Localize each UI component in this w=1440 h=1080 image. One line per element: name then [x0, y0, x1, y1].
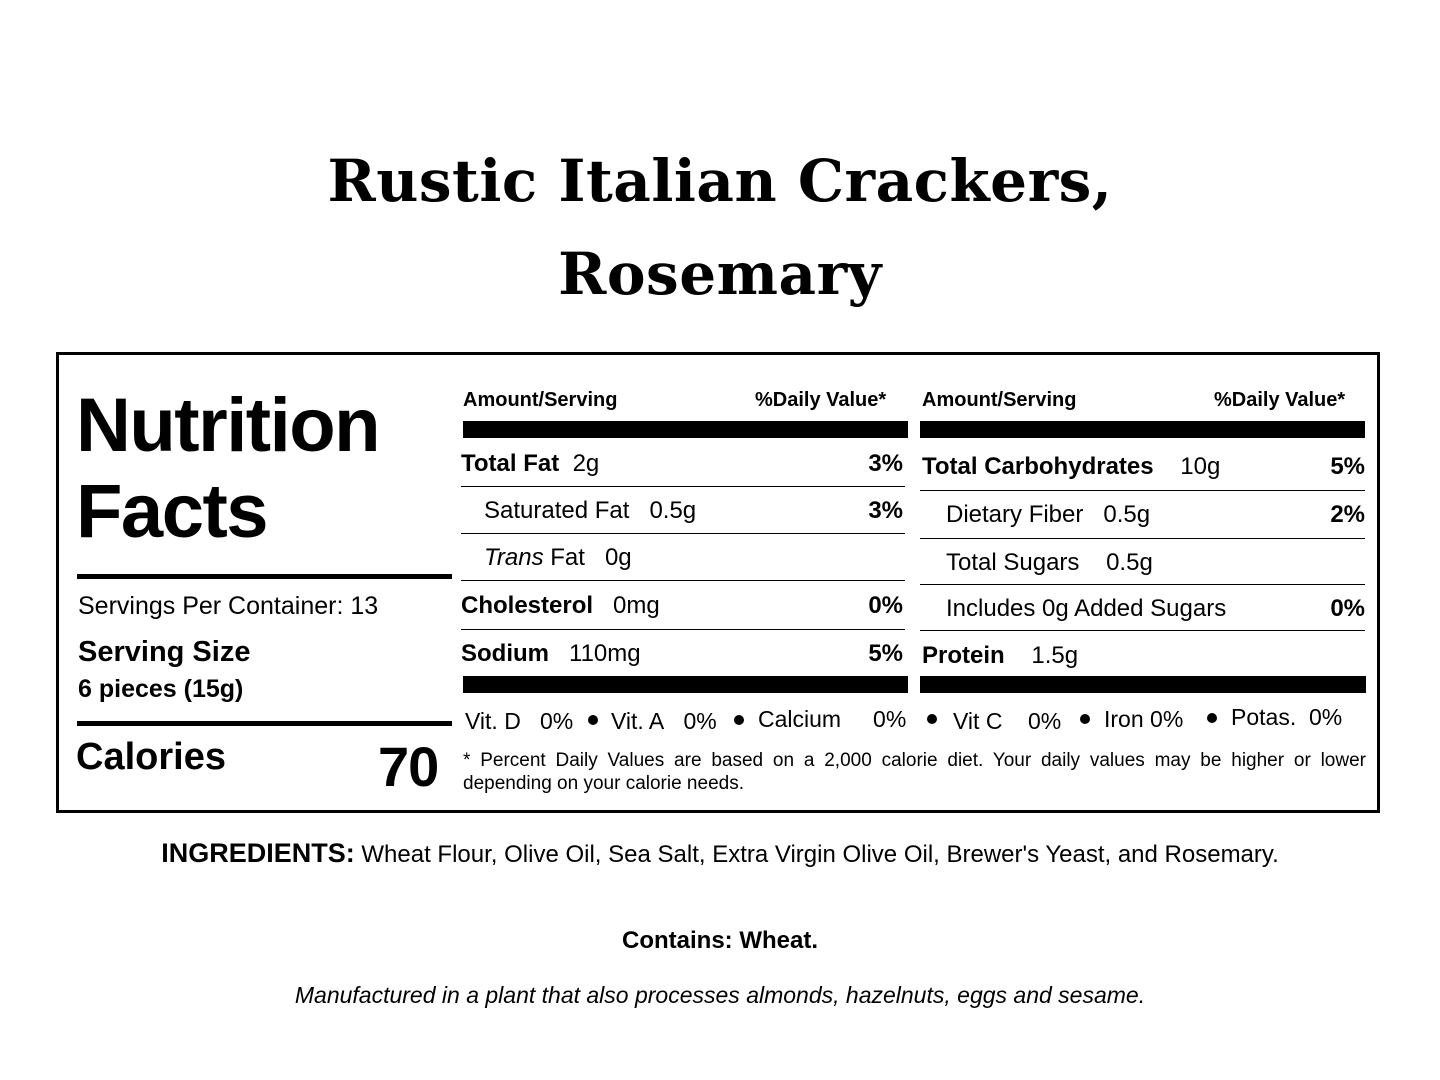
nutrient-amount: 0g: [604, 544, 632, 571]
bullet-dot: [927, 714, 937, 724]
nutrient-amount: 2g: [572, 450, 600, 477]
calories-value: 70: [378, 735, 439, 798]
nutrient-row-trans-fat: [484, 544, 632, 572]
vitamin-dv: 0%: [1309, 704, 1343, 730]
nutrient-name: Cholesterol: [461, 592, 594, 619]
nutrient-dv: 0%: [1330, 595, 1365, 622]
vitamin-name: Iron: [1104, 706, 1144, 732]
col-dv-header: %Daily Value*: [755, 389, 887, 411]
mineral-iron: [1104, 706, 1183, 733]
nutrient-row-sodium: [461, 640, 641, 668]
bullet-dot: [588, 715, 598, 725]
nutrient-row-saturated-fat: [484, 497, 696, 525]
manufacturing-note: Manufactured in a plant that also processes almonds, hazelnuts, eggs and sesame.: [294, 982, 1146, 1008]
calories-label: Calories: [76, 736, 226, 778]
bullet-dot: [1207, 713, 1217, 723]
nutrient-name: Dietary Fiber: [946, 501, 1084, 528]
nutrition-facts-heading: [76, 383, 379, 555]
divider-heavy: [920, 676, 1366, 693]
nutrient-dv: 0%: [868, 592, 903, 619]
vitamin-name: Vit C: [953, 708, 1003, 734]
nutrient-row-dietary-fiber: [946, 501, 1150, 529]
divider: [920, 490, 1365, 491]
vitamin-a: [611, 708, 717, 735]
divider-heavy: [463, 676, 908, 693]
divider: [461, 486, 905, 487]
servings-per-container: Servings Per Container: 13: [78, 592, 379, 620]
nutrient-name: Protein: [922, 642, 1005, 669]
nutrient-amount: 0.5g: [1103, 501, 1151, 528]
daily-value-footnote: * Percent Daily Values are based on a 2,000 calorie diet. Your daily values may be higher or lower depending on your calorie needs.: [463, 750, 1366, 794]
vitamin-name: Vit. D: [465, 708, 521, 734]
nutrient-row-total-carbohydrates: [922, 453, 1220, 481]
nutrient-dv: 5%: [1330, 453, 1365, 480]
divider: [920, 584, 1365, 585]
ingredients-line: [0, 838, 1440, 869]
divider-heavy: [77, 574, 452, 579]
nutrient-name: Total Fat: [461, 450, 560, 477]
vitamin-dv: 0%: [540, 708, 574, 734]
vitamin-calcium: [758, 706, 906, 733]
bullet-dot: [734, 715, 744, 725]
divider: [920, 630, 1365, 631]
nutrient-amount: 0.5g: [649, 497, 697, 524]
divider: [461, 629, 905, 630]
nutrient-row-total-sugars: [946, 549, 1153, 577]
nutrient-dv: 2%: [1330, 501, 1365, 528]
nutrient-amount: 1.5g: [1031, 642, 1079, 669]
product-title-line-1: Rustic Italian Crackers,: [327, 147, 1113, 215]
nutrient-dv: 3%: [868, 497, 903, 524]
vitamin-name: Calcium: [758, 706, 842, 732]
divider: [920, 538, 1365, 539]
ingredients-text: Wheat Flour, Olive Oil, Sea Salt, Extra Virgin Olive Oil, Brewer's Yeast, and Rosemary.: [361, 841, 1279, 868]
mineral-potassium: [1231, 704, 1342, 731]
nutrient-row-protein: [922, 642, 1078, 670]
vitamin-c: [953, 708, 1061, 735]
product-title-line-2: Rosemary: [558, 240, 882, 308]
nutrient-dv: 5%: [868, 640, 903, 667]
divider-heavy: [463, 421, 908, 438]
col-dv-header: %Daily Value*: [1214, 389, 1346, 411]
nutrient-row-cholesterol: [461, 592, 660, 620]
nutrient-amount: 0mg: [613, 592, 660, 619]
allergen-contains: Contains: Wheat.: [622, 927, 818, 954]
nutrient-row-added-sugars: [946, 595, 1226, 623]
nutrient-name: Total Carbohydrates: [922, 453, 1154, 480]
ingredients-label: INGREDIENTS:: [161, 838, 355, 868]
divider-heavy: [77, 721, 452, 726]
nutrient-amount: 110mg: [569, 640, 641, 667]
nutrient-name: Fat: [550, 544, 585, 571]
nutrient-amount: 10g: [1180, 453, 1221, 480]
bullet-dot: [1080, 714, 1090, 724]
serving-size-value: 6 pieces (15g): [78, 675, 244, 703]
divider: [461, 533, 905, 534]
col-amount-header: Amount/Serving: [922, 389, 1077, 411]
vitamin-dv: 0%: [873, 706, 907, 732]
nutrient-amount: 0.5g: [1106, 549, 1153, 576]
vitamin-dv: 0%: [1028, 708, 1062, 734]
nutrient-row-total-fat: [461, 450, 599, 478]
divider: [461, 580, 905, 581]
serving-size-label: Serving Size: [78, 636, 251, 668]
nutrient-dv: 3%: [868, 450, 903, 477]
nutrient-name: Saturated Fat: [484, 497, 630, 524]
nutrient-name: Sodium: [461, 640, 549, 667]
vitamin-name: Potas.: [1231, 704, 1297, 730]
vitamin-dv: 0%: [1150, 706, 1184, 732]
nutrient-name-italic: Trans: [484, 544, 544, 571]
nutrient-name: Includes 0g Added Sugars: [946, 595, 1227, 622]
heading-line-1: Nutrition: [76, 383, 380, 468]
col-amount-header: Amount/Serving: [463, 389, 618, 411]
divider-heavy: [920, 421, 1365, 438]
vitamin-d: [465, 708, 573, 735]
vitamin-dv: 0%: [683, 708, 717, 734]
vitamin-name: Vit. A: [611, 708, 665, 734]
heading-line-2: Facts: [76, 469, 268, 554]
nutrient-name: Total Sugars: [946, 549, 1080, 576]
